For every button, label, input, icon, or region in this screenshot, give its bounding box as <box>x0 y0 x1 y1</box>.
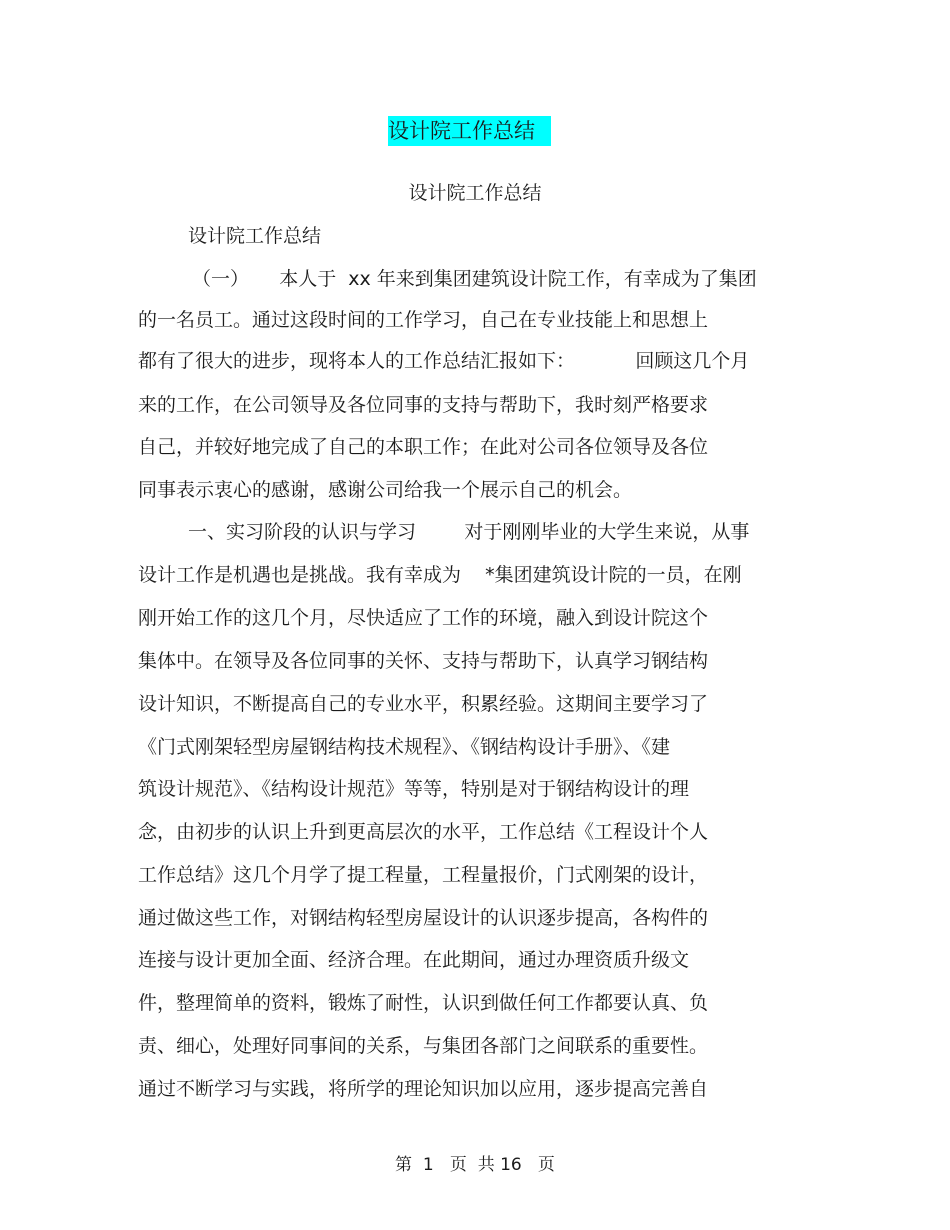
body-line: 一、实习阶段的认识与学习 对于刚刚毕业的大学生来说，从事 <box>188 521 750 543</box>
body-line: 《门式刚架轻型房屋钢结构技术规程》、《钢结构设计手册》、《建 <box>138 736 671 758</box>
document-subtitle: 设计院工作总结 <box>408 182 542 204</box>
body-line: 通过不断学习与实践，将所学的理论知识加以应用，逐步提高完善自 <box>138 1078 709 1100</box>
body-line: 工作总结》这几个月学了提工程量，工程量报价，门式刚架的设计， <box>138 864 709 886</box>
body-line: 都有了很大的进步，现将本人的工作总结汇报如下： 回顾这几个月 <box>138 350 750 372</box>
body-line: 来的工作，在公司领导及各位同事的支持与帮助下，我时刻严格要求 <box>138 394 709 416</box>
body-line: 连接与设计更加全面、经济合理。在此期间，通过办理资质升级文 <box>138 949 690 971</box>
document-title: 设计院工作总结 <box>388 116 551 146</box>
body-line: 同事表示衷心的感谢，感谢公司给我一个展示自己的机会。 <box>138 479 633 501</box>
body-line: 集体中。在领导及各位同事的关怀、支持与帮助下，认真学习钢结构 <box>138 650 709 672</box>
body-line: 设计院工作总结 <box>188 225 322 247</box>
body-line: 责、细心，处理好同事间的关系，与集团各部门之间联系的重要性。 <box>138 1035 709 1057</box>
body-line: 件，整理简单的资料，锻炼了耐性，认识到做任何工作都要认真、负 <box>138 992 709 1014</box>
body-line: 念，由初步的认识上升到更高层次的水平，工作总结《工程设计个人 <box>138 821 709 843</box>
body-line: 设计知识，不断提高自己的专业水平，积累经验。这期间主要学习了 <box>138 693 709 715</box>
body-line: 通过做这些工作，对钢结构轻型房屋设计的认识逐步提高，各构件的 <box>138 907 709 929</box>
body-line: 设计工作是机遇也是挑战。我有幸成为 *集团建筑设计院的一员，在刚 <box>138 564 742 586</box>
body-line: 的一名员工。通过这段时间的工作学习，自己在专业技能上和思想上 <box>138 309 709 331</box>
body-line: 刚开始工作的这几个月，尽快适应了工作的环境，融入到设计院这个 <box>138 607 709 629</box>
page-number-footer: 第 1 页 共 16 页 <box>395 1155 555 1175</box>
body-line: 自己，并较好地完成了自己的本职工作；在此对公司各位领导及各位 <box>138 436 709 458</box>
body-line: （一） 本人于 xx 年来到集团建筑设计院工作，有幸成为了集团 <box>192 268 757 290</box>
body-line: 筑设计规范》、《结构设计规范》等等，特别是对于钢结构设计的理 <box>138 778 690 800</box>
